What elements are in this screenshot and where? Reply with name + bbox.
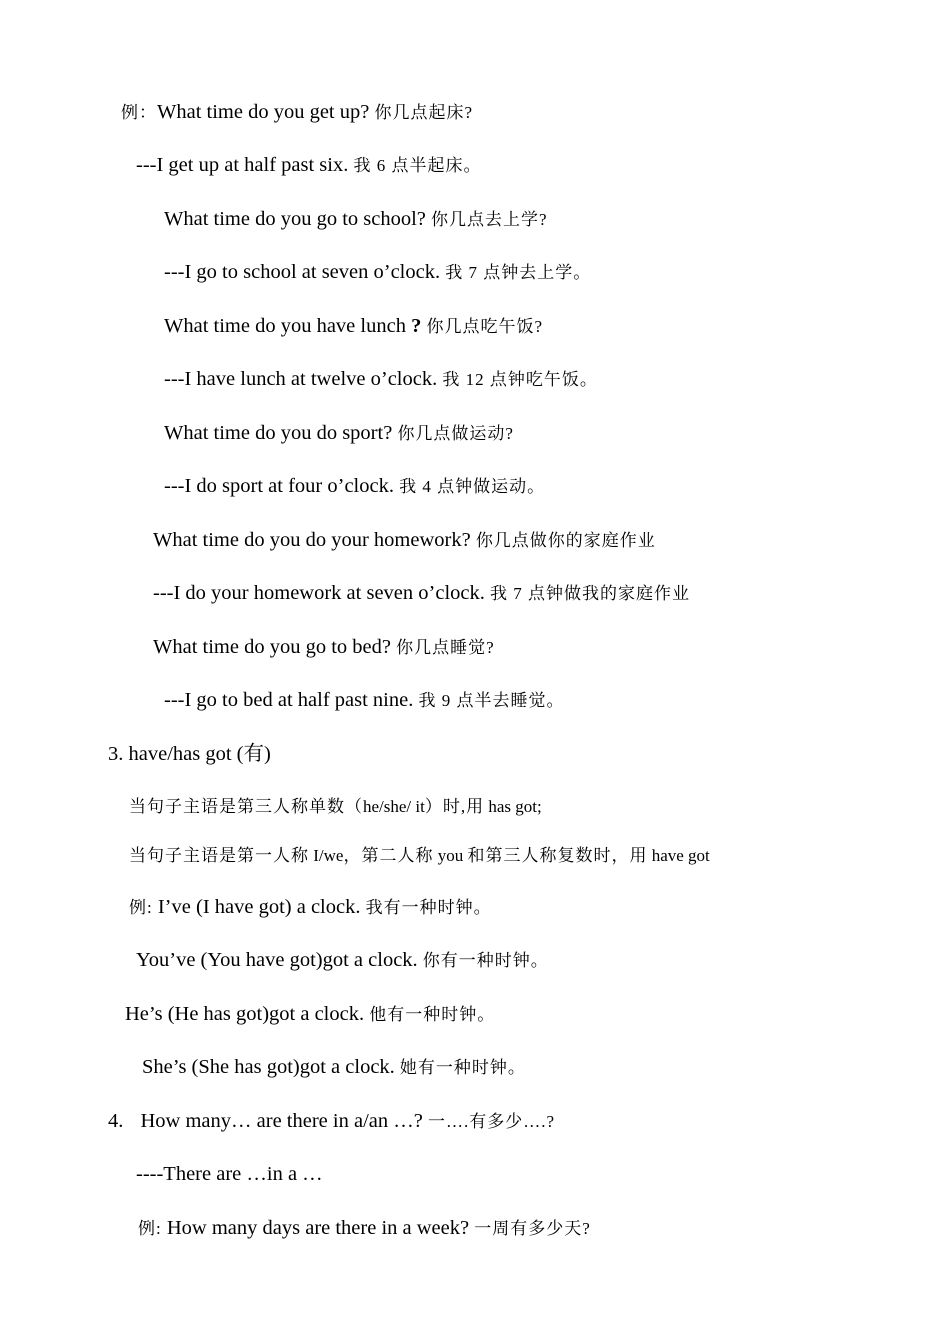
answer-cn: 我 9 点半去睡觉。 <box>418 691 565 710</box>
section-3-example-4 <box>142 1054 526 1081</box>
question-en: What time do you do your homework? <box>153 529 471 551</box>
example-prefix: 例： <box>121 103 157 122</box>
answer-cn: 我 6 点半起床。 <box>353 156 482 175</box>
example-prefix: 例: <box>129 898 153 917</box>
rule-cn: 和第三人称复数时，用 <box>467 846 648 865</box>
section-3-example-1 <box>129 894 492 921</box>
example-line-12 <box>164 687 564 714</box>
section-3-rule-2 <box>129 843 710 869</box>
example-line-10 <box>153 580 690 607</box>
example-line-9 <box>153 527 656 554</box>
example-line-4 <box>164 259 591 286</box>
example-cn: 一周有多少天? <box>474 1219 591 1238</box>
example-line-5 <box>164 313 543 340</box>
example-en: He’s (He has got)got a clock. <box>125 1003 365 1025</box>
question-cn: 你几点做你的家庭作业 <box>475 531 656 550</box>
answer-cn: 我 4 点钟做运动。 <box>399 477 546 496</box>
example-line-6 <box>164 366 598 393</box>
example-cn: 你有一种时钟。 <box>422 951 549 970</box>
answer-en: ---I go to bed at half past nine. <box>164 689 414 711</box>
answer-en: ---I do your homework at seven o’clock. <box>153 582 485 604</box>
example-en: She’s (She has got)got a clock. <box>142 1056 395 1078</box>
answer-en: ---I get up at half past six. <box>136 154 349 176</box>
example-line-11 <box>153 634 495 661</box>
answer-en: ---I have lunch at twelve o’clock. <box>164 368 438 390</box>
question-cn: 你几点起床? <box>374 103 474 122</box>
example-cn: 他有一种时钟。 <box>369 1005 496 1024</box>
section-4-heading-en: How many… are there in a/an …? <box>140 1110 423 1132</box>
answer-cn: 我 12 点钟吃午饭。 <box>442 370 598 389</box>
section-3-rule-1 <box>129 794 542 820</box>
section-4-heading <box>108 1108 555 1135</box>
rule-en: you <box>437 846 464 865</box>
section-4-heading-cn: 一….有多少….? <box>427 1112 556 1131</box>
question-cn: 你几点睡觉? <box>396 638 495 657</box>
question-en: What time do you do sport? <box>164 422 393 444</box>
question-mark-bold: ? <box>411 315 422 337</box>
rule-cn: ）时,用 <box>424 797 485 816</box>
rule-cn: 当句子主语是第三人称单数（ <box>129 797 363 816</box>
section-4-example <box>138 1215 591 1242</box>
section-4-number: 4. <box>108 1110 124 1132</box>
example-line-3 <box>164 206 548 233</box>
example-line-8 <box>164 473 545 500</box>
question-cn: 你几点做运动? <box>397 424 514 443</box>
rule-en: I/we <box>313 846 344 865</box>
rule-en: have got <box>651 846 710 865</box>
rule-cn: 当句子主语是第一人称 <box>129 846 309 865</box>
question-cn: 你几点去上学? <box>431 210 548 229</box>
answer-cn: 我 7 点钟做我的家庭作业 <box>490 584 690 603</box>
rule-en: has got; <box>488 797 542 816</box>
example-en: How many days are there in a week? <box>166 1217 470 1239</box>
example-line-7 <box>164 420 514 447</box>
example-cn: 我有一种时钟。 <box>365 898 492 917</box>
question-cn: 你几点吃午饭? <box>426 317 543 336</box>
answer-cn: 我 7 点钟去上学。 <box>445 263 592 282</box>
example-en: I’ve (I have got) a clock. <box>157 896 361 918</box>
question-en: What time do you go to school? <box>164 208 426 230</box>
answer-en: ---I do sport at four o’clock. <box>164 475 394 497</box>
example-line-1 <box>121 99 473 126</box>
example-en: You’ve (You have got)got a clock. <box>136 949 418 971</box>
section-3-example-3 <box>125 1001 495 1028</box>
section-3-heading: 3. have/has got (有) <box>108 743 271 765</box>
question-en: What time do you get up? <box>157 101 370 123</box>
rule-cn: ，第二人称 <box>343 846 434 865</box>
example-cn: 她有一种时钟。 <box>399 1058 526 1077</box>
example-prefix: 例: <box>138 1219 162 1238</box>
question-en: What time do you have lunch <box>164 315 412 337</box>
rule-en: he/she/ it <box>363 797 425 816</box>
answer-en: ---I go to school at seven o’clock. <box>164 261 441 283</box>
section-3-example-2 <box>136 947 549 974</box>
section-4-answer: ----There are …in a … <box>136 1163 323 1185</box>
example-line-2 <box>136 152 481 179</box>
question-en: What time do you go to bed? <box>153 636 391 658</box>
